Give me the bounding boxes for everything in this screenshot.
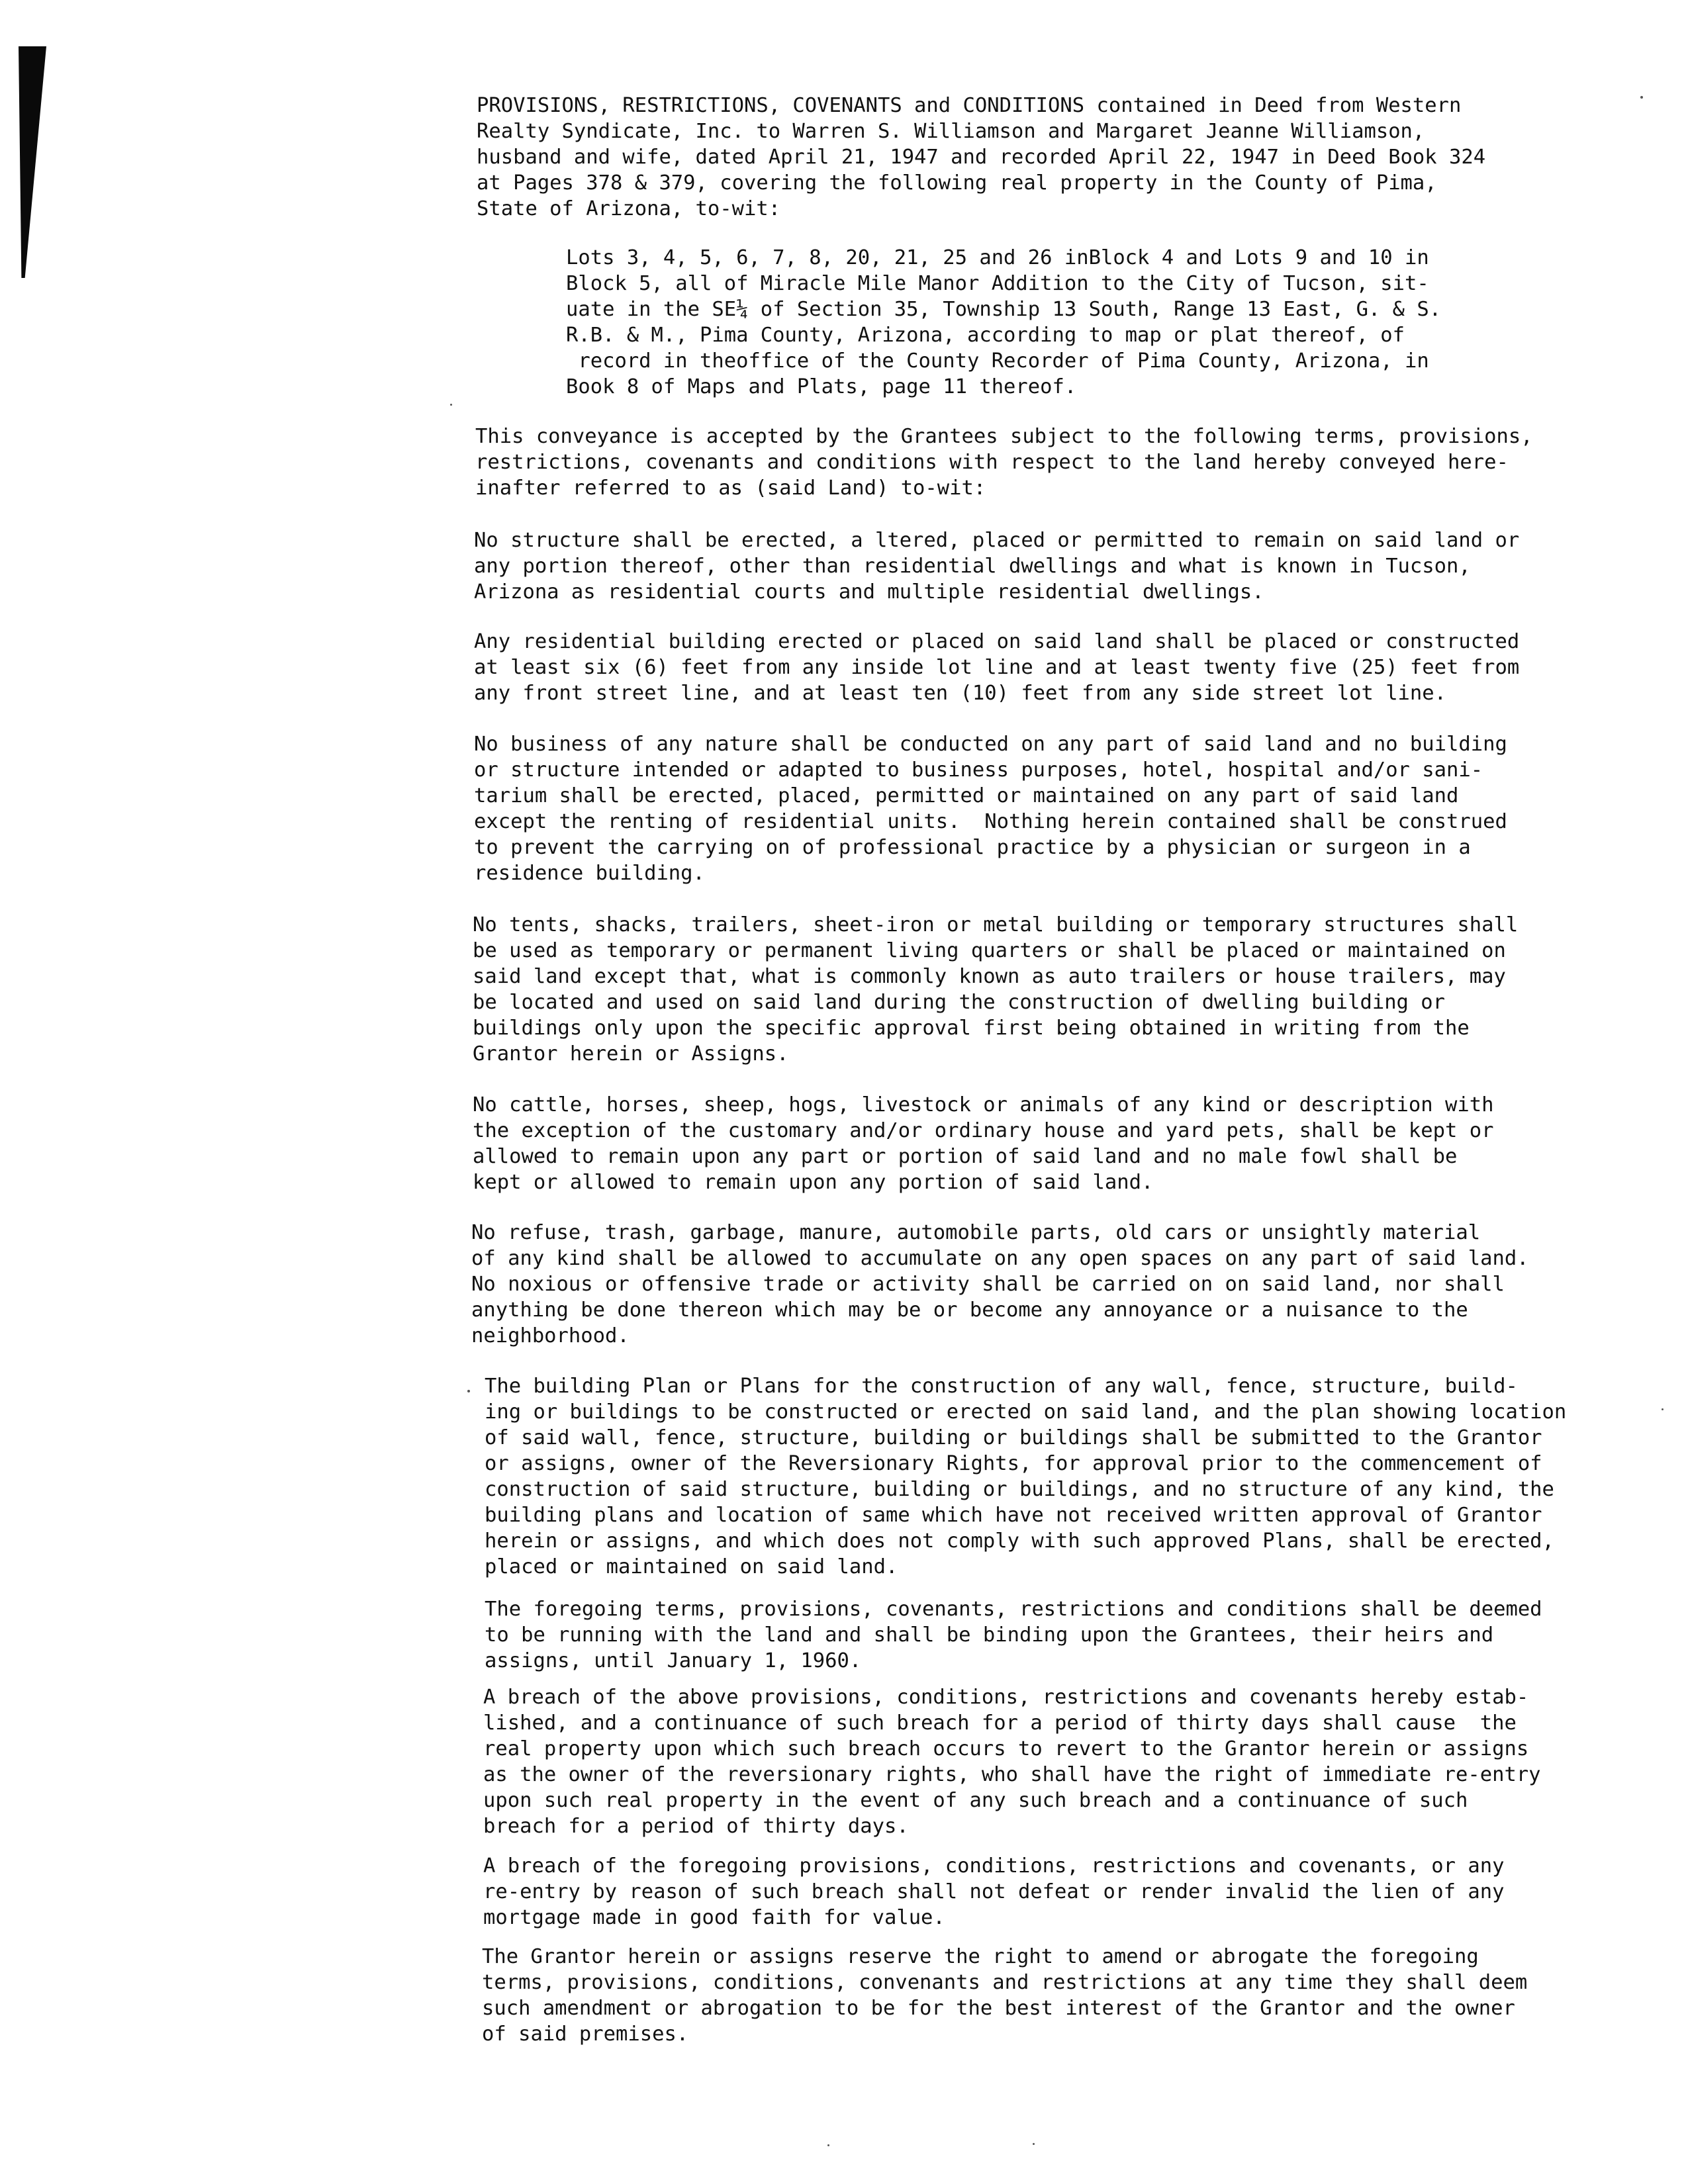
margin-marker-bar xyxy=(0,0,60,278)
animals-paragraph xyxy=(473,1092,1493,1195)
legal-description-paragraph xyxy=(566,245,1441,400)
text-line: record in theoffice of the County Recorder of Pima County, Arizona, in xyxy=(566,349,1429,373)
text-line: re-entry by reason of such breach shall not defeat or render invalid the lien of any xyxy=(483,1880,1505,1903)
text-line: lished, and a continuance of such breach for a period of thirty days shall cause the xyxy=(483,1711,1517,1735)
conveyance-paragraph xyxy=(475,424,1533,501)
text-line: such amendment or abrogation to be for the best interest of the Grantor and the owner xyxy=(482,1997,1515,2020)
text-line: be located and used on said land during the construction of dwelling building or xyxy=(473,991,1446,1014)
text-line: Block 5, all of Miracle Mile Manor Addition to the City of Tucson, sit- xyxy=(566,272,1429,295)
refuse-paragraph xyxy=(471,1220,1529,1349)
text-line: herein or assigns, and which does not comply with such approved Plans, shall be erected, xyxy=(485,1529,1554,1553)
text-line: to be running with the land and shall be binding upon the Grantees, their heirs and xyxy=(485,1623,1494,1647)
text-line: Book 8 of Maps and Plats, page 11 thereof. xyxy=(566,375,1077,398)
text-line: of said premises. xyxy=(482,2023,689,2046)
text-line: buildings only upon the specific approval first being obtained in writing from the xyxy=(473,1017,1470,1040)
text-line: be used as temporary or permanent living quarters or shall be placed or maintained on xyxy=(473,939,1506,962)
text-line: No structure shall be erected, a ltered, placed or permitted to remain on said land or xyxy=(474,529,1520,552)
text-line: construction of said structure, building or buildings, and no structure of any kind, the xyxy=(485,1478,1554,1501)
scan-speck xyxy=(450,404,452,406)
scan-speck xyxy=(827,2144,829,2146)
text-line: at least six (6) feet from any inside lot line and at least twenty five (25) feet from xyxy=(474,656,1520,679)
text-line: of said wall, fence, structure, building or buildings shall be submitted to the Grantor xyxy=(485,1426,1542,1449)
text-line: Realty Syndicate, Inc. to Warren S. Williamson and Margaret Jeanne Williamson, xyxy=(477,120,1425,143)
text-line: A breach of the foregoing provisions, conditions, restrictions and covenants, or any xyxy=(483,1854,1505,1878)
text-line: said land except that, what is commonly known as auto trailers or house trailers, may xyxy=(473,965,1506,988)
text-line: anything be done thereon which may be or become any annoyance or a nuisance to the xyxy=(471,1298,1468,1322)
text-line: ing or buildings to be constructed or erected on said land, and the plan showing location xyxy=(485,1400,1567,1424)
text-line: This conveyance is accepted by the Grantees subject to the following terms, provisions, xyxy=(475,425,1533,448)
text-line: allowed to remain upon any part or portion of said land and no male fowl shall be xyxy=(473,1145,1458,1168)
text-line: or structure intended or adapted to business purposes, hotel, hospital and/or sani- xyxy=(474,758,1483,782)
business-restriction-paragraph xyxy=(474,731,1507,886)
text-line: or assigns, owner of the Reversionary Rights, for approval prior to the commencement of xyxy=(485,1452,1542,1475)
text-line: Arizona as residential courts and multiple residential dwellings. xyxy=(474,580,1264,604)
temporary-structures-paragraph xyxy=(473,912,1518,1067)
text-line: at Pages 378 & 379, covering the following real property in the County of Pima, xyxy=(477,171,1437,195)
text-line: The building Plan or Plans for the construction of any wall, fence, structure, build- xyxy=(485,1375,1518,1398)
text-line: residence building. xyxy=(474,862,705,885)
text-line: terms, provisions, conditions, convenants and restrictions at any time they shall deem xyxy=(482,1971,1528,1994)
text-line: the exception of the customary and/or ordinary house and yard pets, shall be kept or xyxy=(473,1119,1494,1142)
text-line: Lots 3, 4, 5, 6, 7, 8, 20, 21, 25 and 26 inBlock 4 and Lots 9 and 10 in xyxy=(566,246,1429,269)
text-line: tarium shall be erected, placed, permitted or maintained on any part of said land xyxy=(474,784,1459,807)
structure-restriction-paragraph xyxy=(474,527,1519,605)
mortgage-lien-paragraph xyxy=(483,1853,1504,1931)
text-line: The foregoing terms, provisions, covenants, restrictions and conditions shall be deemed xyxy=(485,1598,1542,1621)
text-line: neighborhood. xyxy=(471,1324,630,1347)
text-line: Any residential building erected or placed on said land shall be placed or constructed xyxy=(474,630,1520,653)
text-line: of any kind shall be allowed to accumulate on any open spaces on any part of said land. xyxy=(471,1247,1529,1270)
text-line: except the renting of residential units. Nothing herein contained shall be construed xyxy=(474,810,1507,833)
text-line: No noxious or offensive trade or activity shall be carried on on said land, nor shall xyxy=(471,1273,1505,1296)
text-line: No cattle, horses, sheep, hogs, livestock or animals of any kind or description with xyxy=(473,1093,1494,1116)
text-line: R.B. & M., Pima County, Arizona, according to map or plat thereof, of xyxy=(566,324,1405,347)
text-line: any front street line, and at least ten (10) feet from any side street lot line. xyxy=(474,682,1447,705)
text-line: husband and wife, dated April 21, 1947 and recorded April 22, 1947 in Deed Book 324 xyxy=(477,146,1486,169)
text-line: any portion thereof, other than residential dwellings and what is known in Tucson, xyxy=(474,555,1471,578)
text-line: real property upon which such breach occurs to revert to the Grantor herein or assigns xyxy=(483,1737,1529,1760)
text-line: Grantor herein or Assigns. xyxy=(473,1042,789,1066)
text-line: as the owner of the reversionary rights, who shall have the right of immediate re-entry xyxy=(483,1763,1541,1786)
text-line: PROVISIONS, RESTRICTIONS, COVENANTS and CONDITIONS contained in Deed from Western xyxy=(477,94,1462,117)
scan-speck xyxy=(1662,1408,1664,1410)
scan-speck xyxy=(1640,96,1643,99)
text-line: upon such real property in the event of any such breach and a continuance of such xyxy=(483,1789,1468,1812)
text-line: placed or maintained on said land. xyxy=(485,1555,898,1578)
text-line: A breach of the above provisions, conditions, restrictions and covenants hereby estab- xyxy=(483,1686,1529,1709)
text-line: State of Arizona, to-wit: xyxy=(477,197,781,220)
text-line: No tents, shacks, trailers, sheet-iron or metal building or temporary structures shall xyxy=(473,913,1519,936)
amendment-rights-paragraph xyxy=(482,1944,1527,2047)
text-line: The Grantor herein or assigns reserve the right to amend or abrogate the foregoing xyxy=(482,1945,1479,1968)
breach-reversion-paragraph xyxy=(483,1684,1541,1839)
text-line: restrictions, covenants and conditions with respect to the land hereby conveyed here- xyxy=(475,451,1509,474)
text-line: inafter referred to as (said Land) to-wit: xyxy=(475,477,986,500)
text-line: mortgage made in good faith for value. xyxy=(483,1906,945,1929)
setback-paragraph xyxy=(474,629,1519,706)
covenants-running-paragraph xyxy=(485,1596,1542,1674)
building-plans-paragraph xyxy=(485,1373,1566,1580)
text-line: No business of any nature shall be conducted on any part of said land and no building xyxy=(474,733,1507,756)
scan-speck xyxy=(467,1390,470,1392)
text-line: No refuse, trash, garbage, manure, automobile parts, old cars or unsightly material xyxy=(471,1221,1481,1244)
text-line: building plans and location of same which have not received written approval of Grantor xyxy=(485,1504,1542,1527)
text-line: to prevent the carrying on of professional practice by a physician or surgeon in a xyxy=(474,836,1471,859)
text-line: breach for a period of thirty days. xyxy=(483,1815,909,1838)
intro-paragraph xyxy=(477,93,1485,222)
scan-speck xyxy=(1033,2143,1035,2145)
text-line: uate in the SE¼ of Section 35, Township 13 South, Range 13 East, G. & S. xyxy=(566,298,1442,321)
text-line: assigns, until January 1, 1960. xyxy=(485,1649,862,1672)
text-line: kept or allowed to remain upon any portion of said land. xyxy=(473,1171,1154,1194)
